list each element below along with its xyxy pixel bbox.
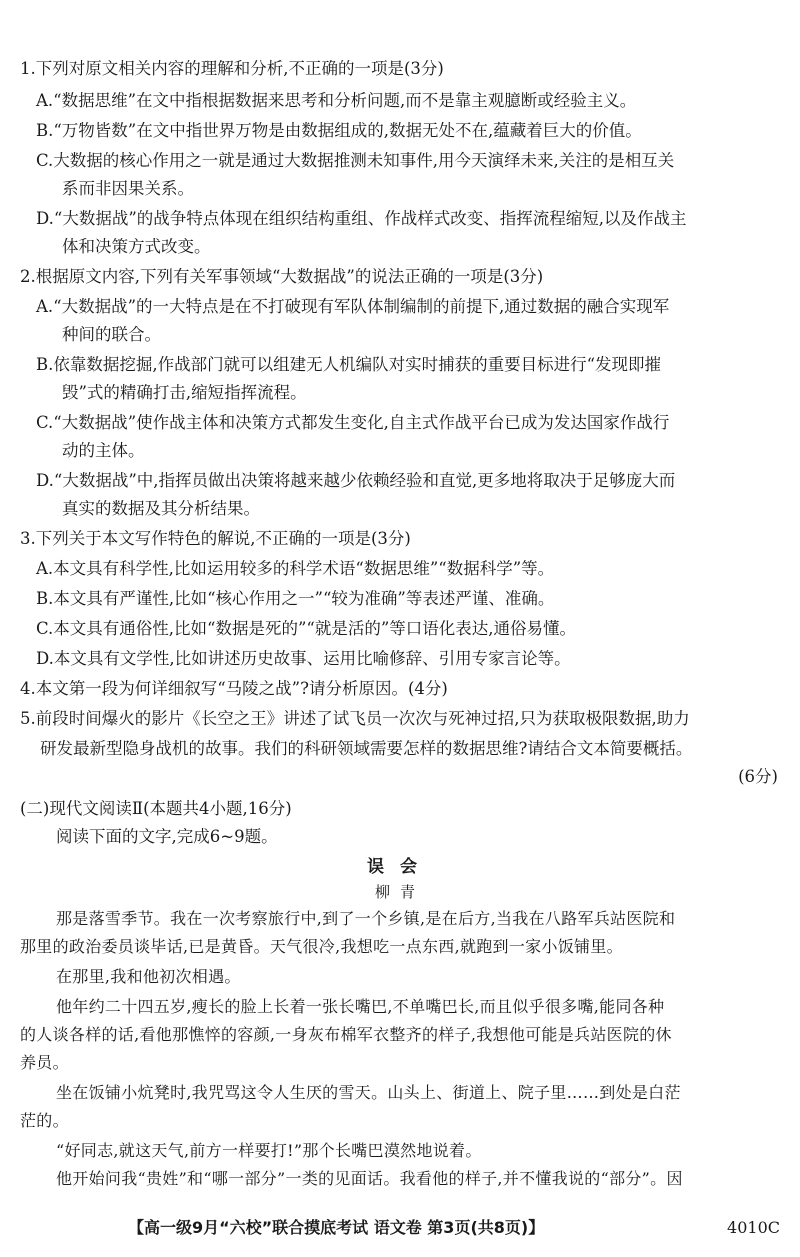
story-line: 坐在饭铺小炕凳时,我咒骂这令人生厌的雪天。山头上、街道上、院子里……到处是白茫 [56,1083,681,1102]
footer-code: 4010C [727,1218,780,1237]
story-line: “好同志,就这天气,前方一样要打!”那个长嘴巴漠然地说着。 [56,1141,482,1160]
question-5-line: 研发最新型隐身战机的故事。我们的科研领域需要怎样的数据思维?请结合文本简要概括。 [40,739,693,758]
story-line: 他开始问我“贵姓”和“哪一部分”一类的见面话。我看他的样子,并不懂我说的“部分”。因 [56,1169,683,1188]
option-line-continued: 系而非因果关系。 [62,179,194,198]
option-line: A.“大数据战”的一大特点是在不打破现有军队体制编制的前提下,通过数据的融合实现军 [36,297,670,316]
option-line: D.本文具有文学性,比如讲述历史故事、运用比喻修辞、引用专家言论等。 [36,649,571,668]
question-stem: 1.下列对原文相关内容的理解和分析,不正确的一项是(3分) [20,59,444,78]
footer-exam-info: 【高一级9月“六校”联合摸底考试 语文卷 第3页(共8页)】 [128,1218,545,1237]
option-line-continued: 动的主体。 [62,441,145,460]
question-stem: 2.根据原文内容,下列有关军事领域“大数据战”的说法正确的一项是(3分) [20,267,544,286]
story-line: 茫的。 [20,1111,69,1130]
question-5-points: (6分) [738,767,778,786]
question-4: 4.本文第一段为何详细叙写“马陵之战”?请分析原因。(4分) [20,679,448,698]
story-line: 那里的政治委员谈毕话,已是黄昏。天气很冷,我想吃一点东西,就跑到一家小饭铺里。 [20,937,623,956]
story-title: 误会 [367,857,433,877]
story-line: 在那里,我和他初次相遇。 [56,967,241,986]
section-instruction: 阅读下面的文字,完成6~9题。 [56,827,278,846]
page-footer [0,1214,800,1244]
option-line: A.“数据思维”在文中指根据数据来思考和分析问题,而不是靠主观臆断或经验主义。 [36,91,637,110]
option-line: C.大数据的核心作用之一就是通过大数据推测未知事件,用今天演绎未来,关注的是相互关 [36,151,675,170]
option-line: D.“大数据战”的战争特点体现在组织结构重组、作战样式改变、指挥流程缩短,以及作战主 [36,209,687,228]
story-author: 柳青 [374,883,425,901]
section-heading: (二)现代文阅读Ⅱ(本题共4小题,16分) [20,799,292,818]
option-line: D.“大数据战”中,指挥员做出决策将越来越少依赖经验和直觉,更多地将取决于足够庞大而 [36,471,676,490]
option-line-continued: 真实的数据及其分析结果。 [62,499,260,518]
story-line: 的人谈各样的话,看他那憔悴的容颜,一身灰布棉军衣整齐的样子,我想他可能是兵站医院的休 [20,1025,672,1044]
question-stem: 3.下列关于本文写作特色的解说,不正确的一项是(3分) [20,529,411,548]
story-line: 那是落雪季节。我在一次考察旅行中,到了一个乡镇,是在后方,当我在八路军兵站医院和 [56,909,676,928]
story-line: 养员。 [20,1053,69,1072]
option-line: A.本文具有科学性,比如运用较多的科学术语“数据思维”“数据科学”等。 [36,559,555,578]
option-line-continued: 体和决策方式改变。 [62,237,211,256]
option-line: C.“大数据战”使作战主体和决策方式都发生变化,自主式作战平台已成为发达国家作战行 [36,413,670,432]
option-line-continued: 种间的联合。 [62,325,161,344]
option-line: B.本文具有严谨性,比如“核心作用之一”“较为准确”等表述严谨、准确。 [36,589,555,608]
option-line-continued: 毁”式的精确打击,缩短指挥流程。 [62,383,307,402]
story-line: 他年约二十四五岁,瘦长的脸上长着一张长嘴巴,不单嘴巴长,而且似乎很多嘴,能同各种 [56,997,665,1016]
question-5-line: 5.前段时间爆火的影片《长空之王》讲述了试飞员一次次与死神过招,只为获取极限数据,助力 [20,709,690,728]
option-line: C.本文具有通俗性,比如“数据是死的”“就是活的”等口语化表达,通俗易懂。 [36,619,577,638]
option-line: B.“万物皆数”在文中指世界万物是由数据组成的,数据无处不在,蕴藏着巨大的价值。 [36,121,642,140]
option-line: B.依靠数据挖掘,作战部门就可以组建无人机编队对实时捕获的重要目标进行“发现即摧 [36,355,662,374]
